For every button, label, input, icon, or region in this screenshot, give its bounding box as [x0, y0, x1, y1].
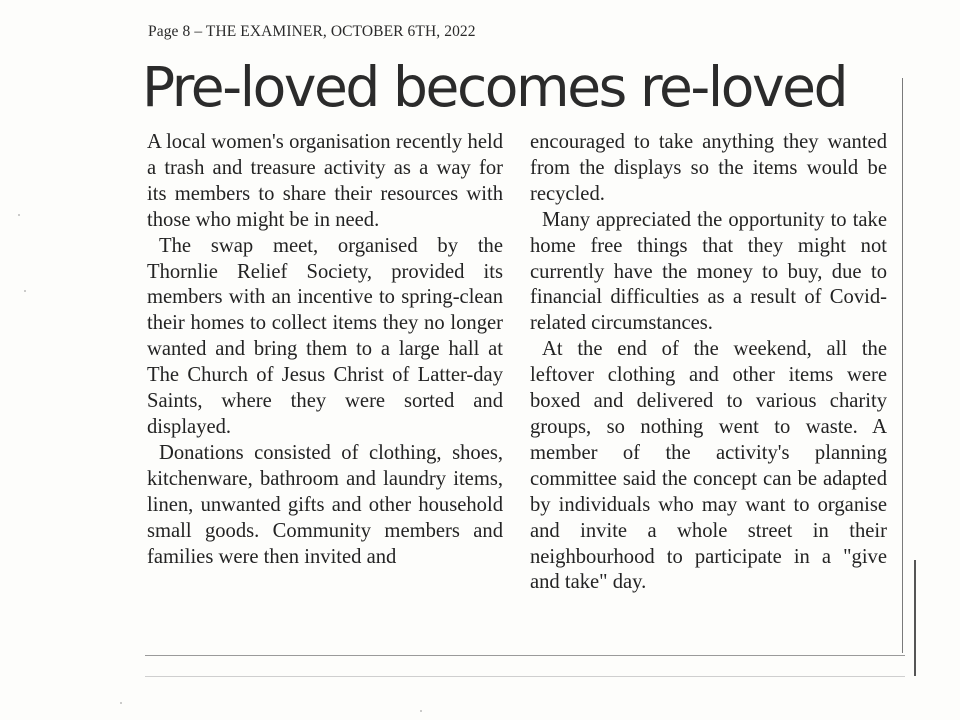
column-rule-right: [902, 78, 903, 653]
article-headline: Pre-loved becomes re-loved: [142, 55, 847, 119]
scan-speck: [18, 214, 20, 216]
paragraph: A local women's organisation recently held a trash and treasure activity as a way for its members to share their resources with those who might be in need.: [147, 131, 503, 231]
paragraph: Many appreciated the opportunity to take home free things that they might not currently have the money to buy, due to financial difficulties as a result of Covid-related circumstances.: [530, 208, 887, 335]
scan-speck: [420, 710, 422, 712]
paragraph: At the end of the weekend, all the leftover clothing and other items were boxed and delivered to various charity groups, so nothing went to waste. A member of the activity's planning committee said the concept can be adapted by individuals who may want to organise and invite a whole street in their neighbourhood to participate in a "give and take" day.: [530, 338, 887, 594]
paragraph: Donations consisted of clothing, shoes, kitchenware, bathroom and laundry items, linen, unwanted gifts and other household small goods. Community members and families were then invited and: [147, 441, 503, 568]
clipping-edge-right: [914, 560, 916, 676]
clipping-rule-bottom: [145, 655, 905, 656]
article-column-left: [147, 130, 503, 570]
scan-speck: [24, 290, 26, 292]
scan-speck: [120, 702, 122, 704]
paragraph: encouraged to take anything they wanted from the displays so the items would be recycled.: [530, 131, 887, 205]
article-column-right: [530, 130, 887, 596]
clipping-edge-bottom: [145, 676, 905, 677]
page-header: Page 8 – THE EXAMINER, OCTOBER 6TH, 2022: [148, 23, 476, 40]
paragraph: The swap meet, organised by the Thornlie Relief Society, provided its members with an incentive to spring-clean their homes to collect items they no longer wanted and bring them to a large hall at The Church of Jesus Christ of Latter-day Saints, where they were sorted and displayed.: [147, 234, 503, 438]
